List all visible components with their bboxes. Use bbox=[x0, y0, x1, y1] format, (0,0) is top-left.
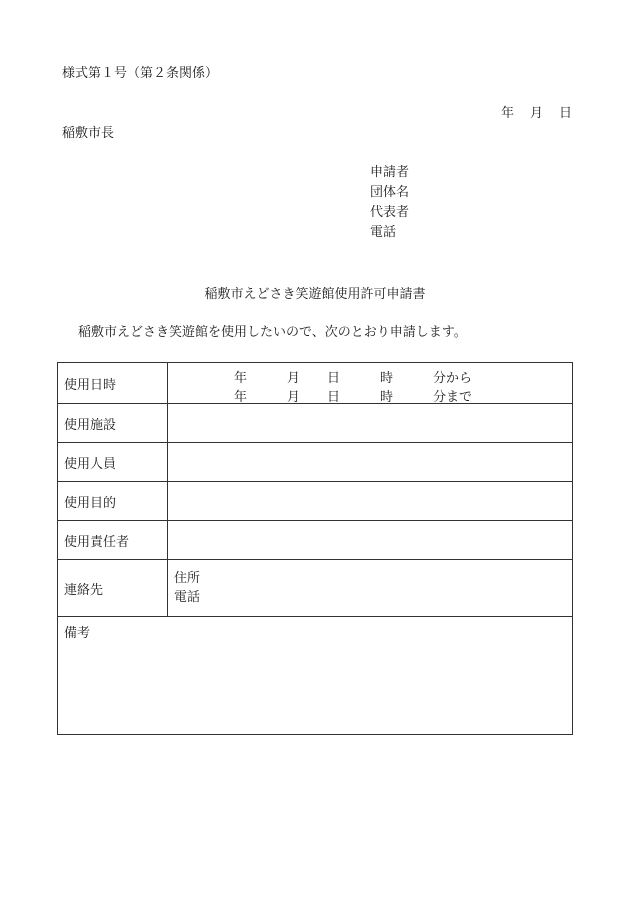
contact-label: 連絡先 bbox=[58, 560, 168, 617]
remarks-row bbox=[58, 617, 573, 735]
purpose-label: 使用目的 bbox=[58, 482, 168, 521]
contact-phone-label: 電話 bbox=[174, 590, 201, 605]
from-year: 年 bbox=[234, 371, 248, 386]
responsible-row bbox=[58, 521, 573, 560]
intro-text: 稲敷市えどさき笑遊館を使用したいので、次のとおり申請します。 bbox=[78, 325, 467, 340]
addressee: 稲敷市長 bbox=[62, 126, 115, 141]
facility-field[interactable] bbox=[168, 404, 573, 443]
remarks-field[interactable] bbox=[58, 617, 573, 735]
to-month: 月 bbox=[287, 390, 301, 405]
purpose-row bbox=[58, 482, 573, 521]
contact-address-label: 住所 bbox=[174, 571, 201, 586]
to-minute: 分まで bbox=[433, 390, 473, 405]
from-month: 月 bbox=[287, 371, 301, 386]
to-hour: 時 bbox=[380, 390, 394, 405]
from-hour: 時 bbox=[380, 371, 394, 386]
application-table bbox=[57, 362, 573, 735]
remarks-label: 備考 bbox=[64, 626, 91, 641]
date-month: 月 bbox=[530, 106, 544, 121]
date-line bbox=[501, 107, 572, 120]
facility-label: 使用施設 bbox=[58, 404, 168, 443]
contact-row bbox=[58, 560, 573, 617]
purpose-field[interactable] bbox=[168, 482, 573, 521]
datetime-from-line bbox=[174, 364, 566, 386]
facility-row bbox=[58, 404, 573, 443]
applicant-block bbox=[370, 166, 409, 246]
form-number: 様式第１号（第２条関係） bbox=[62, 66, 219, 81]
datetime-field[interactable] bbox=[168, 363, 573, 404]
contact-field[interactable] bbox=[168, 560, 573, 617]
persons-field[interactable] bbox=[168, 443, 573, 482]
responsible-label: 使用責任者 bbox=[58, 521, 168, 560]
from-day: 日 bbox=[327, 371, 341, 386]
from-minute: 分から bbox=[433, 371, 473, 386]
persons-row bbox=[58, 443, 573, 482]
date-year: 年 bbox=[501, 106, 515, 121]
applicant-label: 申請者 bbox=[370, 165, 410, 180]
organization-label: 団体名 bbox=[370, 185, 410, 200]
datetime-row bbox=[58, 363, 573, 404]
representative-label: 代表者 bbox=[370, 205, 410, 220]
to-day: 日 bbox=[327, 390, 341, 405]
persons-label: 使用人員 bbox=[58, 443, 168, 482]
datetime-label: 使用日時 bbox=[58, 363, 168, 404]
responsible-field[interactable] bbox=[168, 521, 573, 560]
applicant-phone-label: 電話 bbox=[370, 225, 397, 240]
date-day: 日 bbox=[559, 106, 573, 121]
document-title: 稲敷市えどさき笑遊館使用許可申請書 bbox=[204, 287, 426, 302]
datetime-to-line bbox=[174, 383, 566, 405]
to-year: 年 bbox=[234, 390, 248, 405]
